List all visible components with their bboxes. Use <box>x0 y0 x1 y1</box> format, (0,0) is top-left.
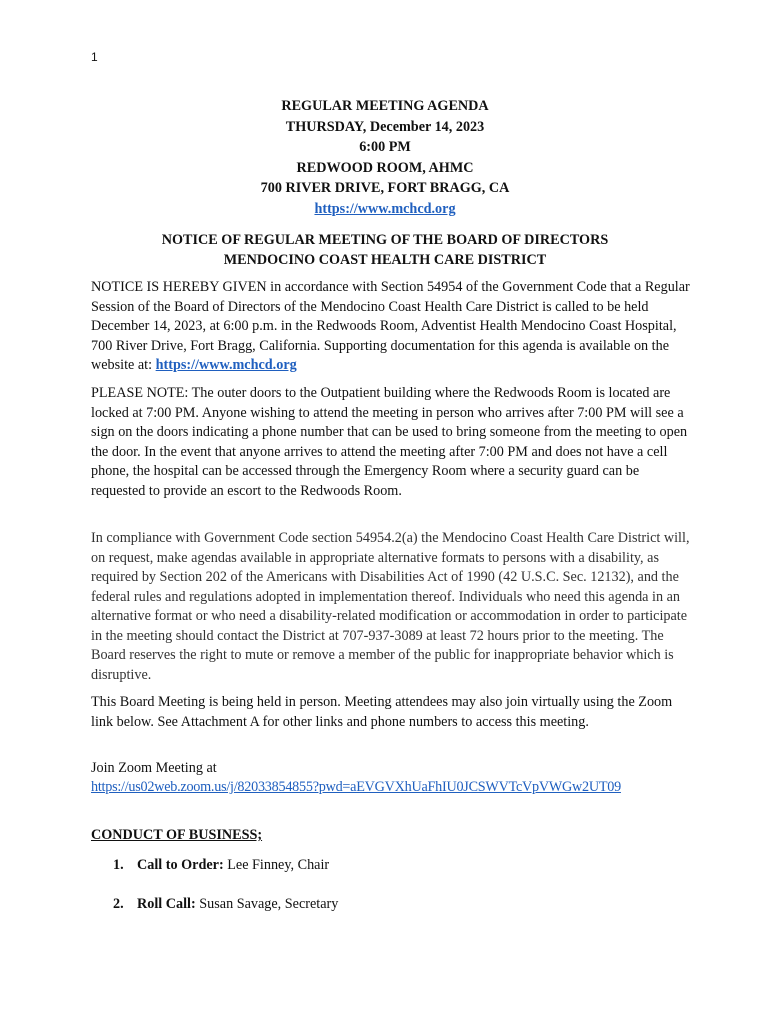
agenda-item-number: 2. <box>113 896 124 912</box>
agenda-item-person: Susan Savage, Secretary <box>195 896 339 912</box>
notice-title-line2: MENDOCINO COAST HEALTH CARE DISTRICT <box>223 252 547 268</box>
notice-website-link[interactable]: https://www.mchcd.org <box>155 357 297 373</box>
page-number: 1 <box>91 50 98 64</box>
agenda-item-label: Roll Call: <box>137 896 196 912</box>
meeting-time: 6:00 PM <box>359 139 411 155</box>
in-person-paragraph: This Board Meeting is being held in person. Meeting attendees may also join virtually using the Zoom link below. See Attachment A for other links and phone numbers to access this meeting. <box>91 694 673 730</box>
meeting-address: 700 RIVER DRIVE, FORT BRAGG, CA <box>260 180 510 196</box>
notice-title <box>0 230 770 270</box>
agenda-item-roll-call <box>113 896 338 913</box>
agenda-title: REGULAR MEETING AGENDA <box>281 98 489 114</box>
zoom-label: Join Zoom Meeting at <box>91 760 217 776</box>
notice-title-line1: NOTICE OF REGULAR MEETING OF THE BOARD OF DIRECTORS <box>161 232 609 248</box>
meeting-header <box>0 96 770 219</box>
meeting-date: THURSDAY, December 14, 2023 <box>285 118 485 135</box>
agenda-item-label: Call to Order: <box>137 857 224 873</box>
agenda-item-number: 1. <box>113 857 124 873</box>
please-note-paragraph: PLEASE NOTE: The outer doors to the Outpatient building where the Redwoods Room is located are locked at 7:00 PM. Anyone wishing to attend the meeting in person who arrives after 7:00 PM will see a sign on the doors indicating a phone number that can be used to bring someone from the meeting to open the door. In the event that anyone arrives to attend the meeting after 7:00 PM and does not have a cell phone, the hospital can be accessed through the Emergency Room where a security guard can be requested to provide an escort to the Redwoods Room. <box>91 385 688 499</box>
notice-body: NOTICE IS HEREBY GIVEN in accordance with Section 54954 of the Government Code that a Regular Session of the Board of Directors of the Mendocino Coast Health Care District is called to be held December 14, 2023, at 6:00 p.m. in the Redwoods Room, Adventist Health Mendocino Coast Hospital, 700 River Drive, Fort Bragg, California. Supporting documentation for this agenda is available on the website at: <box>91 279 690 373</box>
conduct-of-business-heading: CONDUCT OF BUSINESS; <box>91 827 263 843</box>
compliance-paragraph: In compliance with Government Code section 54954.2(a) the Mendocino Coast Health Care District will, on request, make agendas available in appropriate alternative formats to persons with a disability, as required by Section 202 of the Americans with Disabilities Act of 1990 (42 U.S.C. Sec. 12132), and the federal rules and regulations adopted in implementation thereof. Individuals who need this agenda in an alternative format or who need a disability-related modification or accommodation in order to participate in the meeting should contact the District at 707-937-3089 at least 72 hours prior to the meeting. The Board reserves the right to mute or remove a member of the public for inappropriate behavior which is disruptive. <box>91 530 690 683</box>
notice-paragraph <box>91 278 691 376</box>
agenda-item-call-to-order <box>113 857 329 874</box>
agenda-item-person: Lee Finney, Chair <box>223 857 330 873</box>
meeting-room: REDWOOD ROOM, AHMC <box>296 159 474 176</box>
website-link[interactable]: https://www.mchcd.org <box>314 200 456 217</box>
zoom-meeting-link[interactable]: https://us02web.zoom.us/j/82033854855?pwd=aEVGVXhUaFhIU0JCSWVTcVpVWGw2UT09 <box>91 779 621 795</box>
